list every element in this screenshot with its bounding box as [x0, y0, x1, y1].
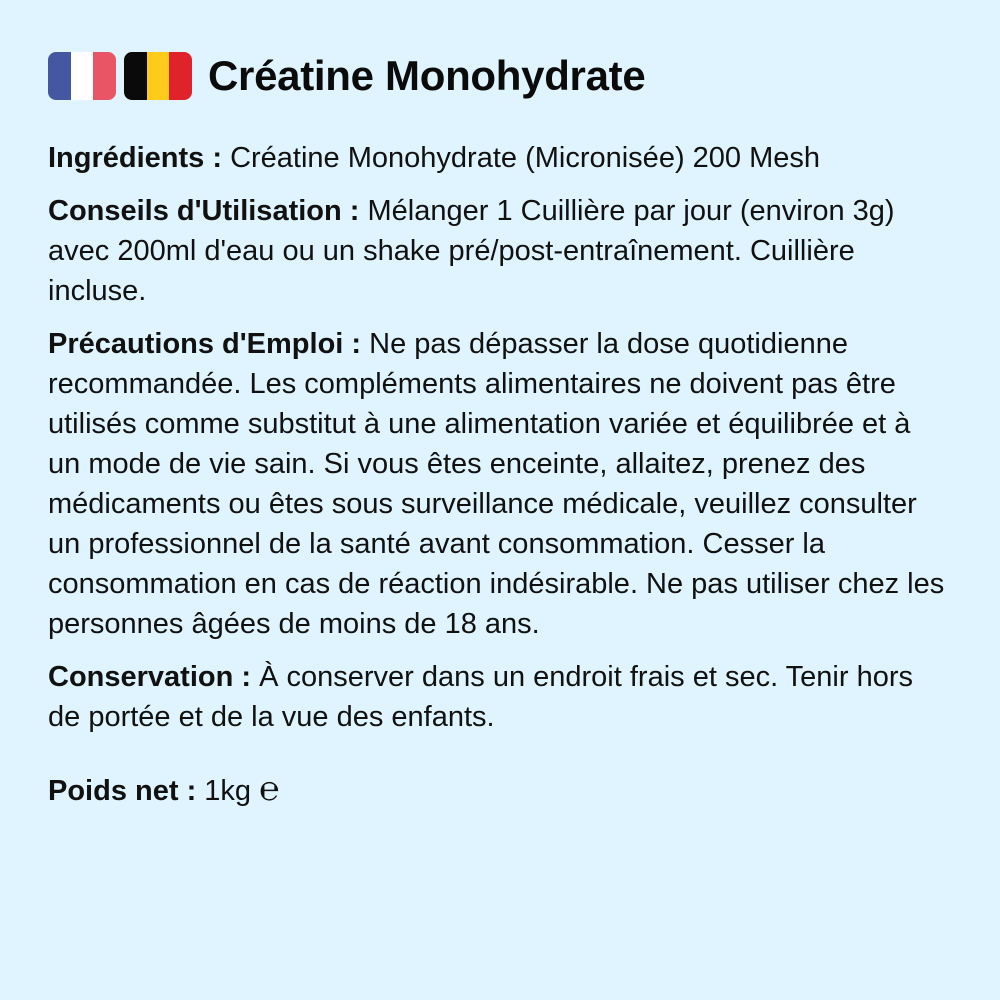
usage-label: Conseils d'Utilisation : [48, 195, 360, 227]
ingredients-section [48, 138, 948, 178]
usage-section [48, 191, 948, 311]
precautions-section [48, 324, 948, 644]
precautions-text: Ne pas dépasser la dose quotidienne recommandée. Les compléments alimentaires ne doivent pas être utilisés comme substitut à une alimentation variée et équilibrée et à un mode de vie sain. Si vous êtes enceinte, allaitez, prenez des médicaments ou êtes sous surveillance médicale, veuillez consulter un professionnel de la santé avant consommation. Cesser la consommation en cas de réaction indésirable. Ne pas utiliser chez les personnes âgées de moins de 18 ans. [48, 328, 945, 640]
product-info [48, 138, 948, 824]
storage-label: Conservation : [48, 661, 252, 693]
precautions-label: Précautions d'Emploi : [48, 328, 362, 360]
estimated-sign-icon: ℮ [259, 770, 280, 808]
belgium-flag-icon [124, 52, 192, 100]
weight-label: Poids net : [48, 775, 197, 807]
product-title: Créatine Monohydrate [208, 52, 646, 99]
header [48, 52, 645, 100]
ingredients-text: Créatine Monohydrate (Micronisée) 200 Mesh [222, 142, 821, 174]
ingredients-label: Ingrédients : [48, 142, 223, 174]
storage-text: À conserver dans un endroit frais et sec. Tenir hors de portée et de la vue des enfants. [48, 661, 913, 733]
france-flag-icon [48, 52, 116, 100]
weight-section [48, 769, 948, 811]
usage-text: Mélanger 1 Cuillière par jour (environ 3g) avec 200ml d'eau ou un shake pré/post-entraînement. Cuillière incluse. [48, 195, 895, 307]
weight-text: 1kg [196, 775, 252, 807]
storage-section [48, 657, 948, 737]
